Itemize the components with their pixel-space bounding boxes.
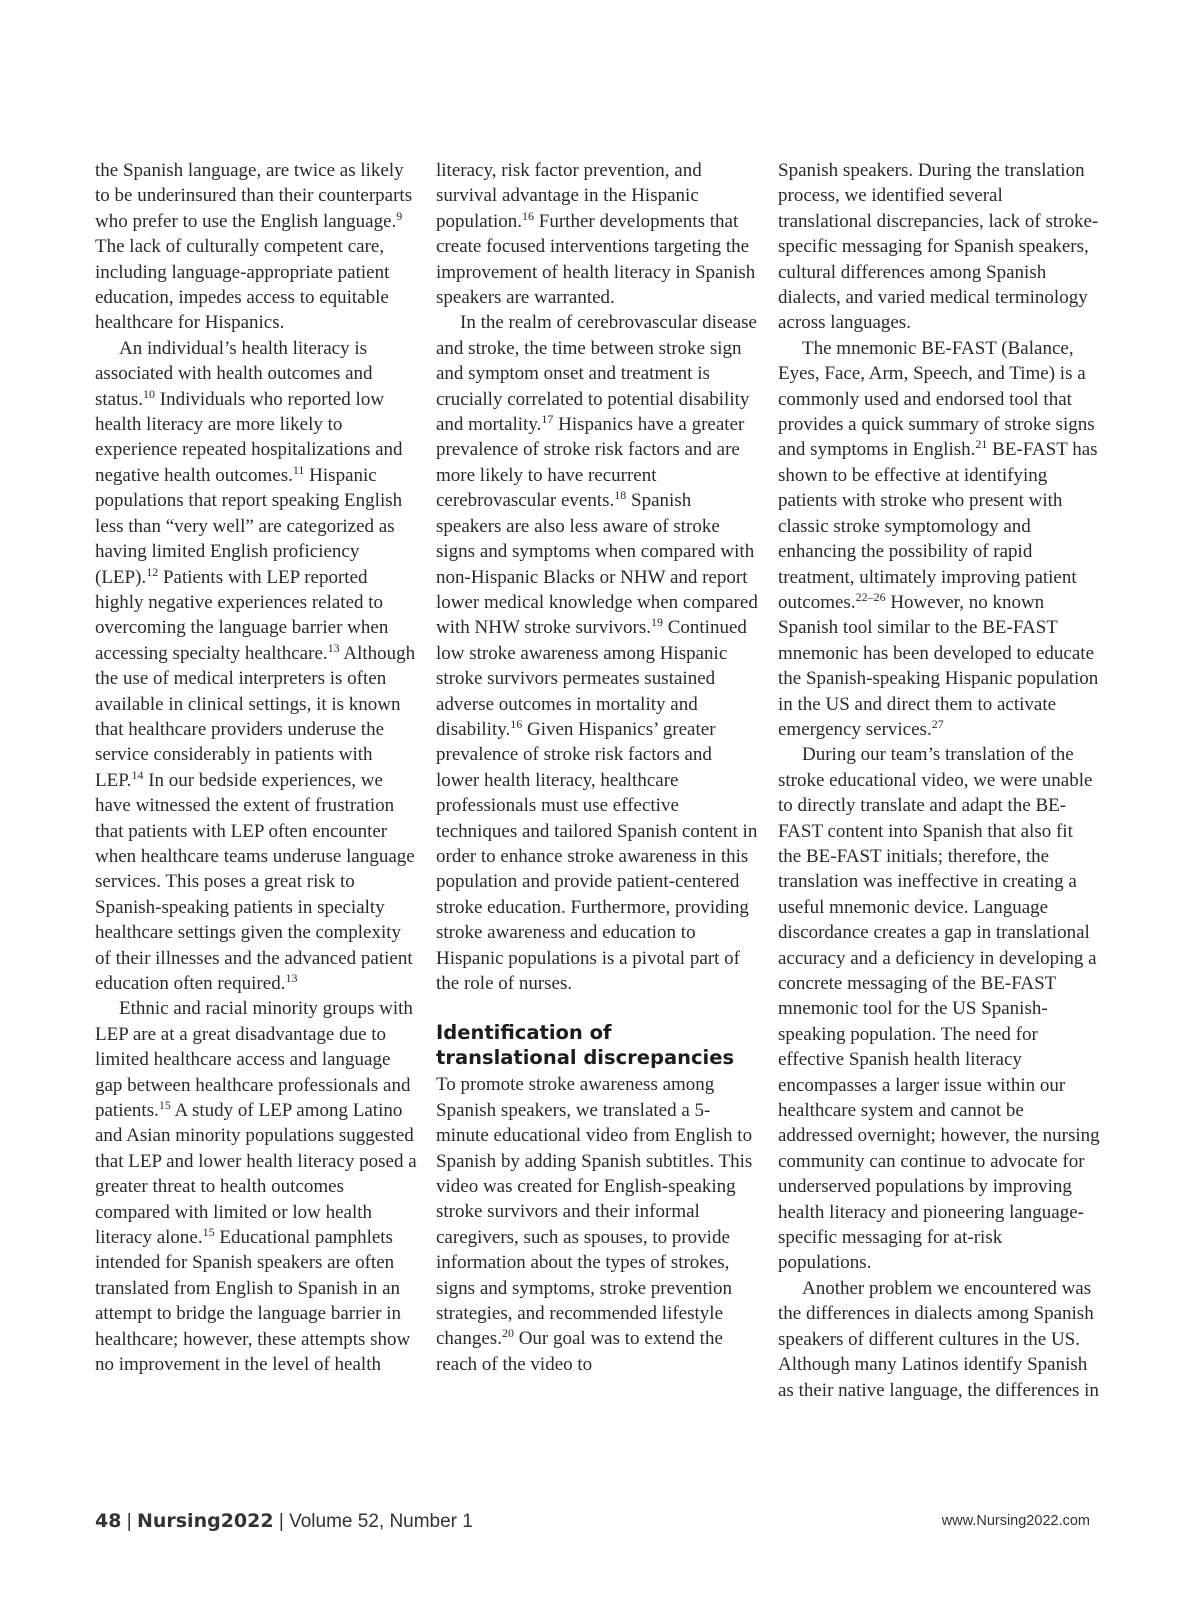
citation-superscript: 19 [650,615,663,630]
section-body [436,1072,758,1377]
paragraph-text: Ethnic and racial minority groups with LEP are at a great disadvantage due to limited healthcare access and language gap between healthcare professionals and patients. [95,998,413,1122]
paragraph-text: In our bedside experiences, we have witnessed the extent of frustration that patients with LEP often encounter when healthcare teams underuse language services. This poses a great risk to Spanish-speaking patients in specialty healthcare settings given the complexity of their illnesses and the advanced patient education often required. [95,769,415,994]
citation-superscript: 12 [146,564,159,579]
paragraph-text: Educational pamphlets intended for Spanish speakers are often translated from English to Spanish in an attempt to bridge the language barrier in healthcare; however, these attempts show no improvement in the level of health [95,1227,411,1376]
footer-citation [95,1510,473,1533]
citation-superscript: 16 [510,716,523,731]
column-2 [436,158,758,1377]
paragraph-text: BE-FAST has shown to be effective at identifying patients with stroke who present with classic stroke symptomology and enhancing the possibility of rapid treatment, ultimately improving patient outcomes. [778,439,1098,613]
website-url: www.Nursing2022.com [941,1513,1090,1529]
paragraph-text: Hispanic populations that report speaking English less than “very well” are categorized as having limited English proficiency (LEP). [95,464,403,588]
paragraph [436,1072,758,1377]
paragraph [778,336,1100,743]
paragraph-text: In the realm of cerebrovascular disease and stroke, the time between stroke sign and symptom onset and treatment is crucially correlated to potential disability and mortality. [436,312,757,436]
paragraph-text: Individuals who reported low health literacy are more likely to experience repeated hospitalizations and negative health outcomes. [95,388,403,486]
paragraph-text: A study of LEP among Latino and Asian minority populations suggested that LEP and lower health literacy posed a greater threat to health outcomes compared with limited or low health literacy alone. [95,1100,417,1249]
paragraph-text: To promote stroke awareness among Spanish speakers, we translated a 5-minute educational video from English to Spanish by adding Spanish subtitles. This video was created for English-speaking stroke survivors and their informal caregivers, such as spouses, to provide information about the types of strokes, signs and symptoms, stroke prevention strategies, and recommended lifestyle changes. [436,1074,753,1350]
citation-superscript: 15 [158,1098,171,1113]
paragraph-text: Another problem we encountered was the differences in dialects among Spanish speakers of different cultures in the US. Although many Latinos identify Spanish as their native language, the differences in [778,1277,1099,1401]
paragraph [436,158,758,310]
journal-name: Nursing2022 [136,1510,274,1532]
paragraph [778,742,1100,1276]
citation-superscript: 14 [131,767,144,782]
page-number: 48 [95,1510,122,1532]
paragraph-text: The mnemonic BE-FAST (Balance, Eyes, Face, Arm, Speech, and Time) is a commonly used and endorsed tool that provides a quick summary of stroke signs and symptoms in English. [778,337,1095,461]
paragraph-text: Spanish speakers are also less aware of stroke signs and symptoms when compared with non-Hispanic Blacks or NHW and report lower medical knowledge when compared with NHW stroke survivors. [436,490,758,639]
paragraph-text: Further developments that create focused interventions targeting the improvement of health literacy in Spanish speakers are warranted. [436,210,756,309]
citation-superscript: 20 [501,1326,514,1341]
citation-superscript: 9 [396,208,403,223]
citation-superscript: 18 [614,488,627,503]
citation-superscript: 21 [975,437,988,452]
citation-superscript: 13 [285,971,298,985]
citation-superscript: 15 [202,1225,215,1240]
paragraph-text: Our goal was to extend the reach of the video to [436,1328,723,1375]
citation-superscript: 11 [292,462,305,477]
paragraph-text: Spanish speakers. During the translation process, we identified several translational discrepancies, lack of stroke-specific messaging for Spanish speakers, cultural differences among Spanish dialects, and varied medical terminology across languages. [778,160,1099,334]
paragraph [778,1276,1100,1403]
paragraph-text: the Spanish language, are twice as likely to be underinsured than their counterparts who prefer to use the English language. [95,160,413,232]
paragraph-text: Although the use of medical interpreters is often available in clinical settings, it is known that healthcare providers underuse the service considerably in patients with LEP. [95,642,416,791]
paragraph-text: The lack of culturally competent care, including language-appropriate patient education, impedes access to equitable healthcare for Hispanics. [95,236,390,334]
citation-superscript: 27 [931,716,944,731]
paragraph-text: Given Hispanics’ greater prevalence of stroke risk factors and lower health literacy, healthcare professionals must use effective techniques and tailored Spanish content in order to enhance stroke awareness in this population and provide patient-centered stroke education. Furthermore, providing stroke awareness and education to Hispanic populations is a pivotal part of the role of nurses. [436,718,758,994]
paragraph [436,310,758,996]
section-heading: Identification of translational discrepancies [436,1021,735,1070]
paragraph [95,996,417,1377]
paragraph-text: Patients with LEP reported highly negative experiences related to overcoming the language barrier when accessing specialty healthcare. [95,566,389,664]
column-1 [95,158,417,1378]
citation-superscript: 10 [143,386,156,401]
footer-separator: | [126,1511,132,1532]
paragraph-text: literacy, risk factor prevention, and survival advantage in the Hispanic population. [436,160,702,232]
paragraph-text: During our team’s translation of the stroke educational video, we were unable to directly translate and adapt the BE-FAST content into Spanish that also fit the BE-FAST initials; therefore, the translation was ineffective in creating a useful mnemonic device. Language discordance creates a gap in translational accuracy and a deficiency in developing a concrete messaging of the BE-FAST mnemonic tool for the US Spanish-speaking population. The need for effective Spanish health literacy encompasses a larger issue within our healthcare system and cannot be addressed overnight; however, the nursing community can continue to advocate for underserved populations by improving health literacy and pioneering language-specific messaging for at-risk populations. [778,744,1100,1274]
paragraph-text: An individual’s health literacy is associated with health outcomes and status. [95,337,373,410]
citation-superscript: 16 [522,208,535,223]
paragraph-text: Continued low stroke awareness among Hispanic stroke survivors permeates sustained adverse outcomes in mortality and disability. [436,617,747,740]
paragraph-text: However, no known Spanish tool similar to the BE-FAST mnemonic has been developed to educate the Spanish-speaking Hispanic population in the US and direct them to activate emergency services. [778,591,1099,740]
column-3 [778,158,1100,1403]
paragraph [95,336,417,997]
column-2-body [436,158,758,996]
footer-separator: | [278,1511,284,1532]
citation-superscript: 22–26 [855,589,886,604]
paragraph [778,158,1100,336]
paragraph-text: Hispanics have a greater prevalence of stroke risk factors and are more likely to have recurrent cerebrovascular events. [436,414,745,512]
citation-superscript: 13 [327,640,340,655]
paragraph [95,158,417,336]
citation-superscript: 17 [541,412,554,427]
volume-info: Volume 52, Number 1 [289,1511,473,1532]
